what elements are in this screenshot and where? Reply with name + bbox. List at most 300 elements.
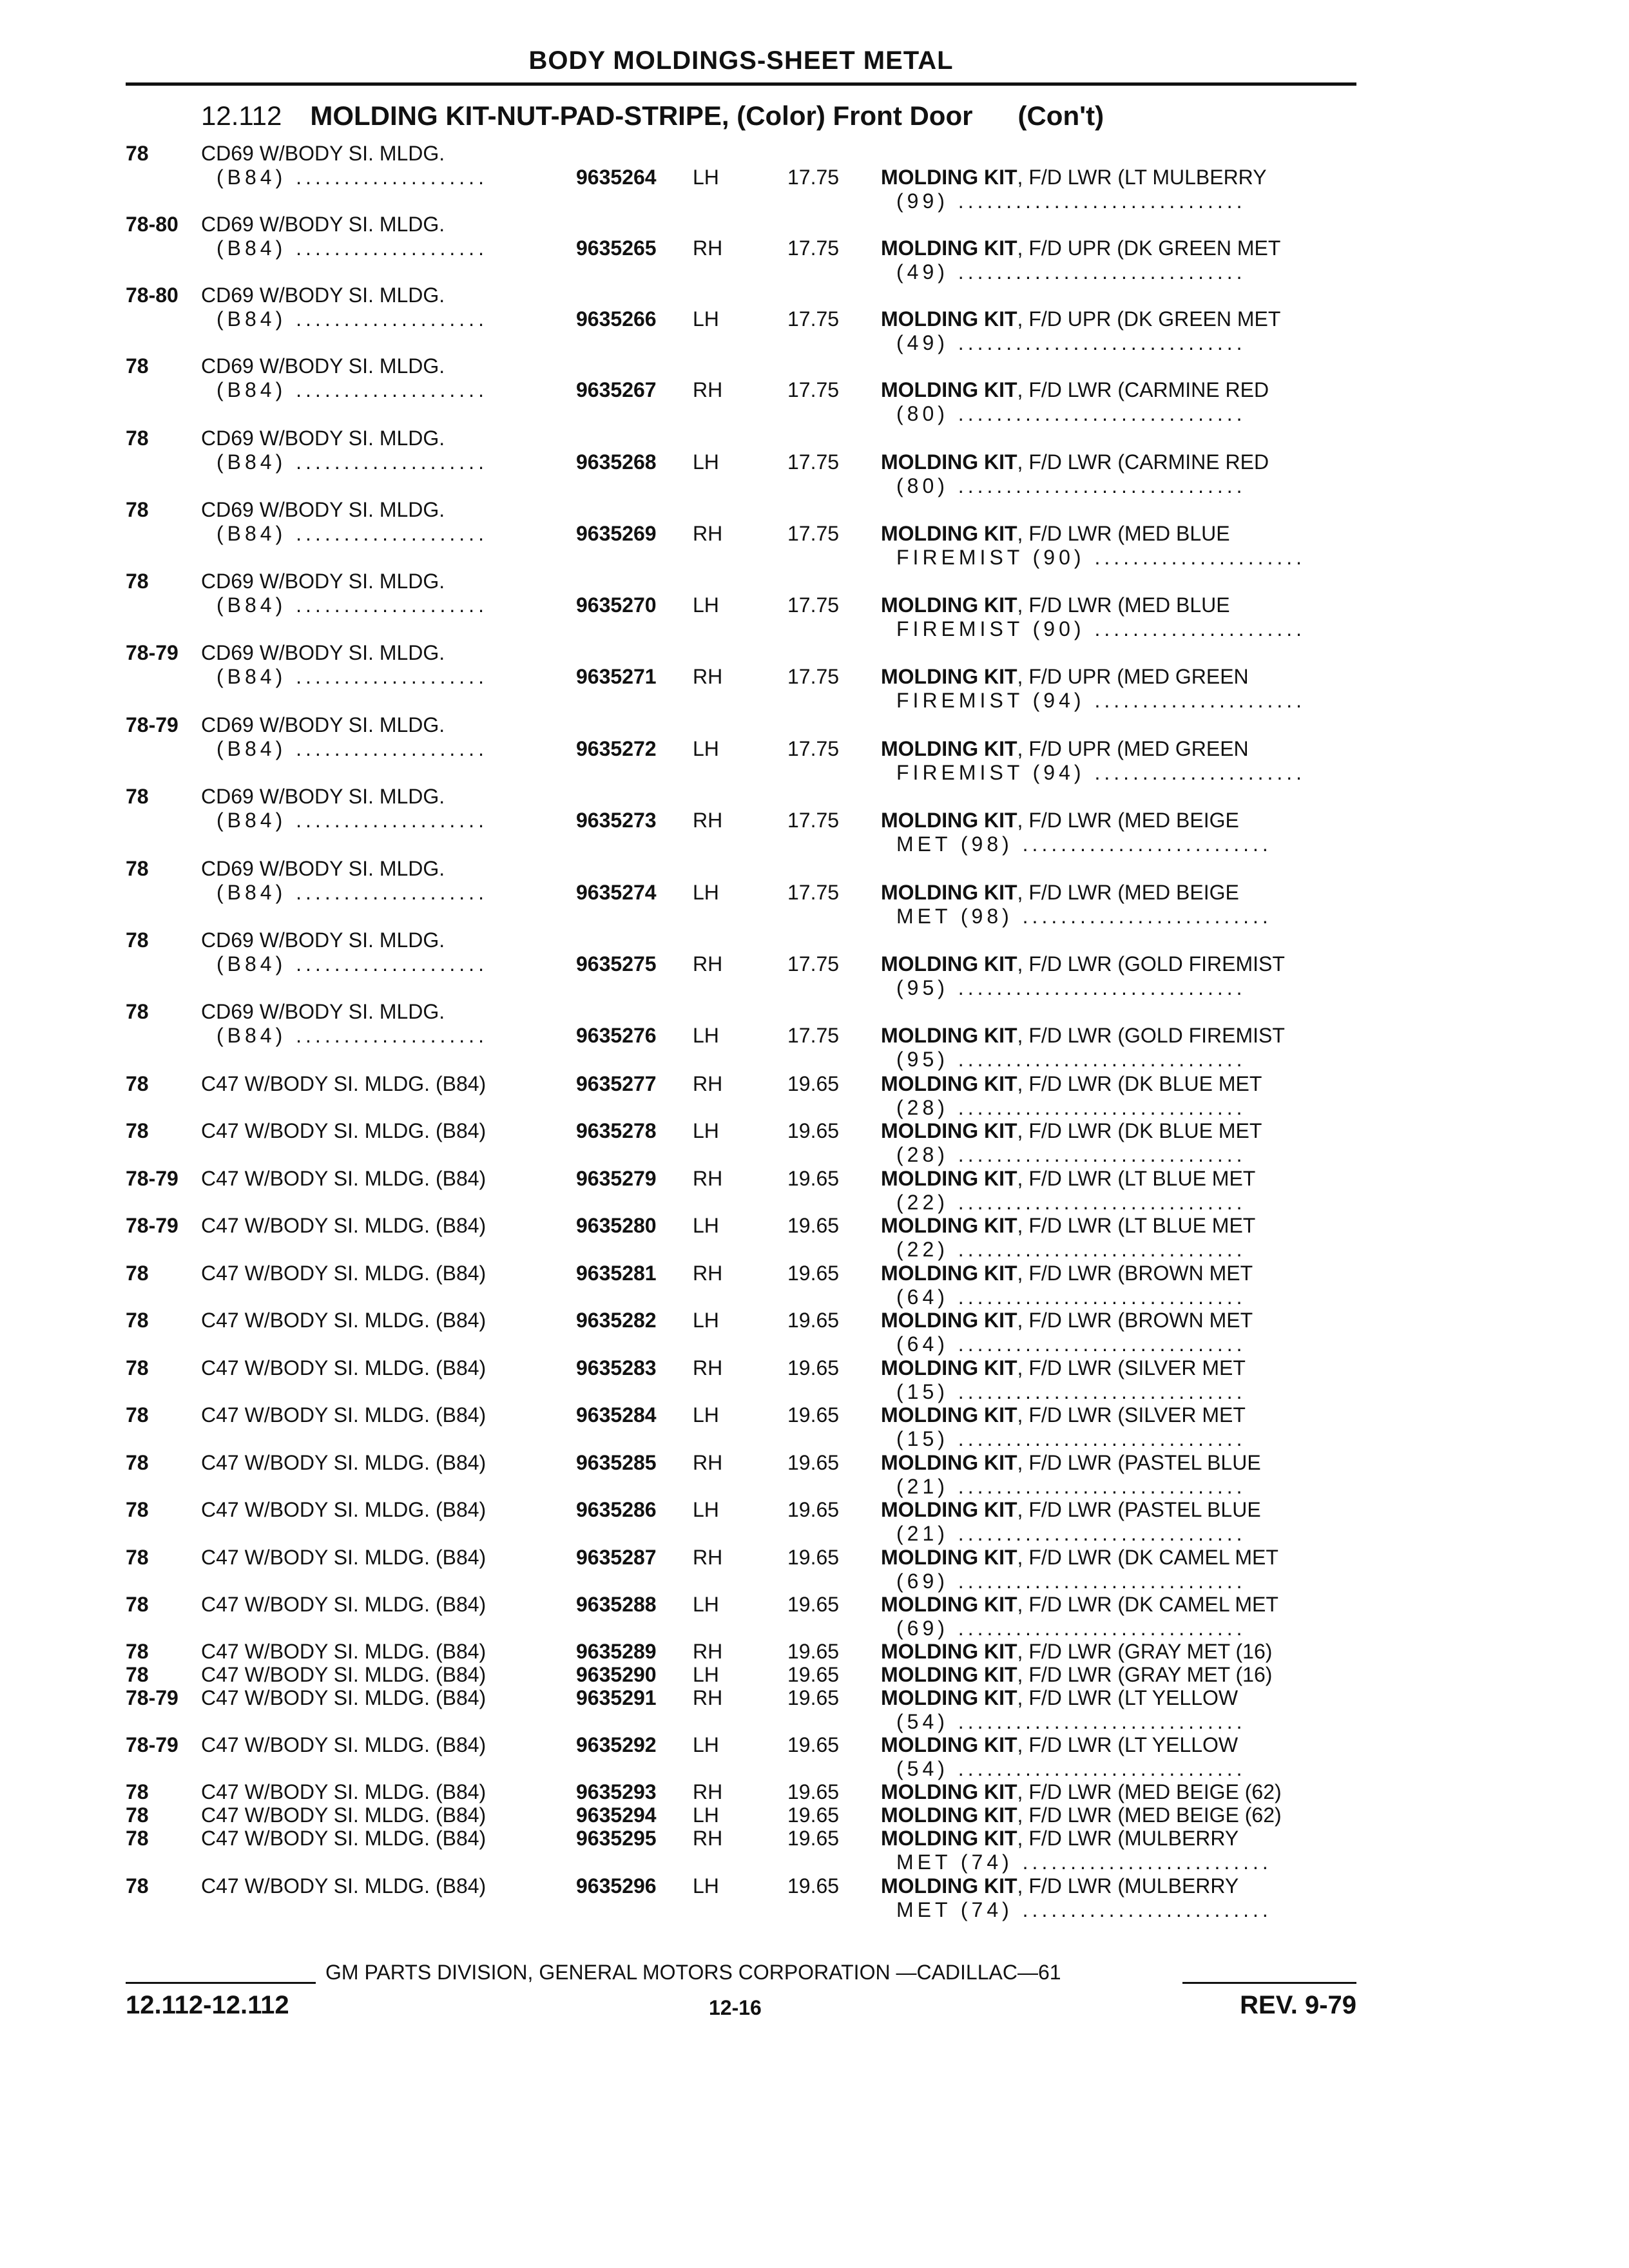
part-name <box>881 737 1356 785</box>
application-description <box>201 1874 486 1898</box>
part-number: 9635296 <box>576 1874 657 1898</box>
part-name <box>881 1803 1356 1827</box>
application-line-1: C47 W/BODY SI. MLDG. (B84) <box>201 1498 487 1521</box>
list-price: 17.75 <box>787 522 840 545</box>
side-designation: LH <box>693 1663 719 1686</box>
part-name <box>881 1309 1356 1356</box>
model-year: 78 <box>126 1356 149 1379</box>
application-line-1: CD69 W/BODY SI. MLDG. <box>201 641 445 664</box>
part-name-detail: , F/D UPR (DK GREEN MET <box>1017 236 1281 260</box>
model-year: 78 <box>126 1262 149 1285</box>
application-line-1: CD69 W/BODY SI. MLDG. <box>201 928 445 952</box>
part-number: 9635272 <box>576 737 657 760</box>
application-line-2: (B84) .................... <box>217 1024 488 1047</box>
application-line-2: (B84) .................... <box>217 737 488 760</box>
model-year: 78 <box>126 142 149 165</box>
application-line-2: (B84) .................... <box>217 236 488 260</box>
model-year: 78-79 <box>126 1733 178 1756</box>
part-name <box>881 1686 1356 1734</box>
application-description <box>201 857 488 905</box>
part-name-bold: MOLDING KIT <box>881 450 1017 474</box>
model-year: 78-79 <box>126 713 178 736</box>
part-name-detail: , F/D LWR (LT YELLOW <box>1017 1733 1239 1756</box>
part-name <box>881 809 1356 856</box>
part-number: 9635282 <box>576 1309 657 1332</box>
application-line-1: CD69 W/BODY SI. MLDG. <box>201 713 445 736</box>
part-name-detail: , F/D LWR (MED BEIGE (62) <box>1017 1803 1282 1827</box>
part-number: 9635289 <box>576 1640 657 1663</box>
model-year: 78 <box>126 1827 149 1850</box>
part-name <box>881 1780 1356 1804</box>
section-heading: MOLDING KIT-NUT-PAD-STRIPE, (Color) Front Door <box>310 101 973 131</box>
application-line-1: C47 W/BODY SI. MLDG. (B84) <box>201 1356 487 1379</box>
side-designation: LH <box>693 1593 719 1616</box>
part-name-bold: MOLDING KIT <box>881 1686 1017 1709</box>
side-designation: LH <box>693 1309 719 1332</box>
part-name <box>881 1024 1356 1072</box>
application-description <box>201 1663 486 1687</box>
application-description <box>201 1000 488 1048</box>
part-name-line-2: (28) .............................. <box>896 1096 1246 1119</box>
application-line-2: (B84) .................... <box>217 166 488 189</box>
part-name-line-1 <box>881 1640 1356 1664</box>
application-line-1: C47 W/BODY SI. MLDG. (B84) <box>201 1309 487 1332</box>
list-price: 19.65 <box>787 1072 840 1095</box>
list-price: 19.65 <box>787 1733 840 1756</box>
part-number: 9635276 <box>576 1024 657 1047</box>
part-name <box>881 1403 1356 1451</box>
application-description <box>201 1119 486 1143</box>
side-designation: RH <box>693 1262 723 1285</box>
application-line-1: C47 W/BODY SI. MLDG. (B84) <box>201 1874 487 1898</box>
application-line-1: CD69 W/BODY SI. MLDG. <box>201 1000 445 1023</box>
part-name-detail: , F/D LWR (MED BEIGE <box>1017 809 1239 832</box>
footer-section-range: 12.112-12.112 <box>126 1991 289 2019</box>
part-name-bold: MOLDING KIT <box>881 1546 1017 1569</box>
part-number: 9635280 <box>576 1214 657 1237</box>
model-year: 78-80 <box>126 284 178 307</box>
part-name <box>881 952 1356 1000</box>
model-year: 78 <box>126 1874 149 1898</box>
list-price: 19.65 <box>787 1309 840 1332</box>
side-designation: RH <box>693 522 723 545</box>
part-name-bold: MOLDING KIT <box>881 166 1017 189</box>
application-line-2: (B84) .................... <box>217 378 488 401</box>
list-price: 19.65 <box>787 1262 840 1285</box>
part-number: 9635274 <box>576 881 657 904</box>
side-designation: RH <box>693 1072 723 1095</box>
part-number: 9635270 <box>576 593 657 617</box>
part-name-line-1 <box>881 1403 1356 1427</box>
part-name-line-1 <box>881 881 1356 905</box>
part-name-line-1 <box>881 1874 1356 1898</box>
application-line-1: C47 W/BODY SI. MLDG. (B84) <box>201 1403 487 1427</box>
part-name-line-1 <box>881 1498 1356 1522</box>
part-name-bold: MOLDING KIT <box>881 1593 1017 1616</box>
application-line-2: (B84) .................... <box>217 952 488 975</box>
application-line-2: (B84) .................... <box>217 881 488 904</box>
list-price: 17.75 <box>787 307 840 331</box>
part-name-detail: , F/D LWR (DK CAMEL MET <box>1017 1593 1278 1616</box>
application-line-2: (B84) .................... <box>217 665 488 688</box>
part-name <box>881 1874 1356 1922</box>
part-name-line-1 <box>881 1546 1356 1570</box>
part-name-detail: , F/D LWR (GRAY MET (16) <box>1017 1663 1273 1686</box>
part-name-line-2: FIREMIST (90) ...................... <box>896 617 1306 640</box>
application-description <box>201 1733 486 1757</box>
part-name-bold: MOLDING KIT <box>881 1262 1017 1285</box>
part-name-detail: , F/D LWR (CARMINE RED <box>1017 378 1269 401</box>
part-name-detail: , F/D LWR (MULBERRY <box>1017 1874 1239 1898</box>
side-designation: RH <box>693 952 723 975</box>
application-description <box>201 1356 486 1380</box>
part-name <box>881 665 1356 713</box>
application-line-2: (B84) .................... <box>217 809 488 832</box>
model-year: 78-80 <box>126 213 178 236</box>
part-name-detail: , F/D LWR (BROWN MET <box>1017 1262 1253 1285</box>
part-name-bold: MOLDING KIT <box>881 1072 1017 1095</box>
part-name-line-2: MET (74) .......................... <box>896 1898 1272 1921</box>
part-name <box>881 1546 1356 1593</box>
part-name-bold: MOLDING KIT <box>881 1403 1017 1427</box>
part-name-line-2: (54) .............................. <box>896 1710 1246 1733</box>
part-number: 9635269 <box>576 522 657 545</box>
part-name-bold: MOLDING KIT <box>881 665 1017 688</box>
part-name-bold: MOLDING KIT <box>881 1827 1017 1850</box>
model-year: 78 <box>126 857 149 880</box>
model-year: 78-79 <box>126 1686 178 1709</box>
list-price: 19.65 <box>787 1214 840 1237</box>
part-name <box>881 166 1356 213</box>
part-name-line-1 <box>881 1451 1356 1475</box>
part-name-line-1 <box>881 737 1356 761</box>
part-number: 9635279 <box>576 1167 657 1190</box>
model-year: 78 <box>126 1780 149 1803</box>
application-description <box>201 1640 486 1664</box>
application-line-1: C47 W/BODY SI. MLDG. (B84) <box>201 1733 487 1756</box>
part-number: 9635281 <box>576 1262 657 1285</box>
application-description <box>201 570 488 617</box>
part-name-line-2: FIREMIST (94) ...................... <box>896 761 1306 784</box>
model-year: 78 <box>126 1119 149 1142</box>
part-number: 9635285 <box>576 1451 657 1474</box>
part-name-detail: , F/D UPR (MED GREEN <box>1017 665 1249 688</box>
list-price: 19.65 <box>787 1167 840 1190</box>
application-line-1: C47 W/BODY SI. MLDG. (B84) <box>201 1262 487 1285</box>
application-description <box>201 1451 486 1475</box>
model-year: 78 <box>126 498 149 521</box>
part-name <box>881 450 1356 498</box>
part-name-bold: MOLDING KIT <box>881 1498 1017 1521</box>
side-designation: RH <box>693 1780 723 1803</box>
part-name <box>881 1119 1356 1167</box>
part-name-bold: MOLDING KIT <box>881 522 1017 545</box>
application-line-1: C47 W/BODY SI. MLDG. (B84) <box>201 1827 487 1850</box>
part-name-bold: MOLDING KIT <box>881 1167 1017 1190</box>
application-line-1: C47 W/BODY SI. MLDG. (B84) <box>201 1780 487 1803</box>
part-name-bold: MOLDING KIT <box>881 1780 1017 1803</box>
part-number: 9635290 <box>576 1663 657 1686</box>
part-name <box>881 593 1356 641</box>
part-name-line-1 <box>881 1780 1356 1804</box>
part-name-bold: MOLDING KIT <box>881 307 1017 331</box>
application-line-1: CD69 W/BODY SI. MLDG. <box>201 570 445 593</box>
part-number: 9635284 <box>576 1403 657 1427</box>
model-year: 78-79 <box>126 1167 178 1190</box>
side-designation: LH <box>693 593 719 617</box>
list-price: 17.75 <box>787 881 840 904</box>
part-number: 9635275 <box>576 952 657 975</box>
part-name-detail: , F/D LWR (BROWN MET <box>1017 1309 1253 1332</box>
application-line-1: CD69 W/BODY SI. MLDG. <box>201 213 445 236</box>
side-designation: RH <box>693 809 723 832</box>
part-name-detail: , F/D LWR (LT YELLOW <box>1017 1686 1239 1709</box>
part-name-line-2: (15) .............................. <box>896 1427 1246 1450</box>
part-name-line-2: (95) .............................. <box>896 976 1246 999</box>
part-number: 9635286 <box>576 1498 657 1521</box>
section-number: 12.112 <box>201 101 282 131</box>
application-description <box>201 1803 486 1827</box>
application-description <box>201 713 488 761</box>
part-name-line-1 <box>881 378 1356 402</box>
part-name-line-1 <box>881 1309 1356 1332</box>
part-number: 9635294 <box>576 1803 657 1827</box>
model-year: 78 <box>126 785 149 808</box>
part-name-line-2: (80) .............................. <box>896 474 1246 497</box>
part-name-bold: MOLDING KIT <box>881 1451 1017 1474</box>
model-year: 78 <box>126 928 149 952</box>
application-line-1: CD69 W/BODY SI. MLDG. <box>201 857 445 880</box>
part-name-line-2: (69) .............................. <box>896 1570 1246 1593</box>
part-name-detail: , F/D UPR (DK GREEN MET <box>1017 307 1281 331</box>
part-name-detail: , F/D LWR (MULBERRY <box>1017 1827 1239 1850</box>
side-designation: LH <box>693 450 719 474</box>
list-price: 17.75 <box>787 952 840 975</box>
application-description <box>201 1827 486 1850</box>
part-name-detail: , F/D LWR (GOLD FIREMIST <box>1017 952 1285 975</box>
part-name <box>881 378 1356 426</box>
part-name-detail: , F/D LWR (MED BLUE <box>1017 522 1230 545</box>
part-name-bold: MOLDING KIT <box>881 1733 1017 1756</box>
list-price: 17.75 <box>787 236 840 260</box>
application-description <box>201 1593 486 1617</box>
application-description <box>201 142 488 189</box>
application-line-1: CD69 W/BODY SI. MLDG. <box>201 498 445 521</box>
part-name-line-1 <box>881 665 1356 689</box>
application-description <box>201 427 488 474</box>
list-price: 17.75 <box>787 1024 840 1047</box>
side-designation: LH <box>693 1403 719 1427</box>
model-year: 78 <box>126 1309 149 1332</box>
part-number: 9635278 <box>576 1119 657 1142</box>
part-number: 9635266 <box>576 307 657 331</box>
side-designation: LH <box>693 1803 719 1827</box>
application-description <box>201 284 488 331</box>
part-name-detail: , F/D LWR (MED BEIGE <box>1017 881 1239 904</box>
part-name-detail: , F/D LWR (MED BLUE <box>1017 593 1230 617</box>
part-name-line-2: (95) .............................. <box>896 1048 1246 1071</box>
application-description <box>201 1167 486 1191</box>
part-number: 9635295 <box>576 1827 657 1850</box>
model-year: 78 <box>126 1072 149 1095</box>
part-name-line-1 <box>881 522 1356 546</box>
part-name-detail: , F/D LWR (MED BEIGE (62) <box>1017 1780 1282 1803</box>
application-description <box>201 1686 486 1710</box>
part-name-bold: MOLDING KIT <box>881 881 1017 904</box>
model-year: 78 <box>126 1593 149 1616</box>
part-name <box>881 1827 1356 1874</box>
list-price: 19.65 <box>787 1593 840 1616</box>
part-name-bold: MOLDING KIT <box>881 378 1017 401</box>
part-name <box>881 236 1356 284</box>
part-name <box>881 1167 1356 1215</box>
application-line-1: CD69 W/BODY SI. MLDG. <box>201 785 445 808</box>
side-designation: LH <box>693 737 719 760</box>
part-name-line-2: (54) .............................. <box>896 1757 1246 1780</box>
footer-page-number: 12-16 <box>709 1996 762 2019</box>
side-designation: LH <box>693 1214 719 1237</box>
application-line-1: C47 W/BODY SI. MLDG. (B84) <box>201 1593 487 1616</box>
part-name <box>881 881 1356 928</box>
list-price: 17.75 <box>787 665 840 688</box>
side-designation: LH <box>693 1733 719 1756</box>
application-line-1: C47 W/BODY SI. MLDG. (B84) <box>201 1072 487 1095</box>
application-line-1: C47 W/BODY SI. MLDG. (B84) <box>201 1686 487 1709</box>
part-number: 9635277 <box>576 1072 657 1095</box>
part-name-line-2: FIREMIST (90) ...................... <box>896 546 1306 569</box>
footer-revision: REV. 9-79 <box>1240 1991 1356 2019</box>
part-name-bold: MOLDING KIT <box>881 737 1017 760</box>
part-name-bold: MOLDING KIT <box>881 1214 1017 1237</box>
application-description <box>201 1214 486 1238</box>
model-year: 78-79 <box>126 1214 178 1237</box>
part-name-detail: , F/D LWR (CARMINE RED <box>1017 450 1269 474</box>
part-number: 9635267 <box>576 378 657 401</box>
side-designation: LH <box>693 1119 719 1142</box>
part-name <box>881 1451 1356 1499</box>
application-description <box>201 1072 486 1096</box>
side-designation: LH <box>693 1874 719 1898</box>
part-name-line-2: (69) .............................. <box>896 1617 1246 1640</box>
list-price: 19.65 <box>787 1119 840 1142</box>
side-designation: RH <box>693 1686 723 1709</box>
application-line-2: (B84) .................... <box>217 307 488 331</box>
footer-publisher: GM PARTS DIVISION, GENERAL MOTORS CORPORATION —CADILLAC—61 <box>325 1961 1061 1984</box>
part-number: 9635287 <box>576 1546 657 1569</box>
part-name-line-2: (64) .............................. <box>896 1285 1246 1309</box>
model-year: 78 <box>126 1803 149 1827</box>
part-name-line-1 <box>881 1356 1356 1380</box>
part-name-line-1 <box>881 952 1356 976</box>
list-price: 19.65 <box>787 1874 840 1898</box>
application-line-1: C47 W/BODY SI. MLDG. (B84) <box>201 1663 487 1686</box>
part-name-line-2: FIREMIST (94) ...................... <box>896 689 1306 712</box>
part-name <box>881 522 1356 570</box>
side-designation: LH <box>693 1498 719 1521</box>
application-description <box>201 1546 486 1570</box>
application-line-1: CD69 W/BODY SI. MLDG. <box>201 142 445 165</box>
part-name-bold: MOLDING KIT <box>881 1024 1017 1047</box>
part-name-detail: , F/D LWR (DK BLUE MET <box>1017 1119 1262 1142</box>
side-designation: RH <box>693 1827 723 1850</box>
application-line-1: C47 W/BODY SI. MLDG. (B84) <box>201 1546 487 1569</box>
part-name-line-1 <box>881 1686 1356 1710</box>
application-description <box>201 1262 486 1285</box>
application-description <box>201 785 488 832</box>
part-name-line-2: MET (98) .......................... <box>896 905 1272 928</box>
part-name <box>881 1640 1356 1664</box>
model-year: 78-79 <box>126 641 178 664</box>
part-name <box>881 1733 1356 1781</box>
part-name-bold: MOLDING KIT <box>881 1119 1017 1142</box>
model-year: 78 <box>126 1640 149 1663</box>
part-name-bold: MOLDING KIT <box>881 1640 1017 1663</box>
list-price: 19.65 <box>787 1640 840 1663</box>
application-line-1: C47 W/BODY SI. MLDG. (B84) <box>201 1451 487 1474</box>
part-name-line-1 <box>881 166 1356 189</box>
part-number: 9635264 <box>576 166 657 189</box>
application-description <box>201 928 488 976</box>
part-name-detail: , F/D LWR (DK BLUE MET <box>1017 1072 1262 1095</box>
part-name-bold: MOLDING KIT <box>881 1874 1017 1898</box>
part-number: 9635265 <box>576 236 657 260</box>
part-name <box>881 1593 1356 1640</box>
part-name-bold: MOLDING KIT <box>881 1309 1017 1332</box>
list-price: 19.65 <box>787 1546 840 1569</box>
list-price: 19.65 <box>787 1403 840 1427</box>
part-name-detail: , F/D LWR (GRAY MET (16) <box>1017 1640 1273 1663</box>
side-designation: LH <box>693 1024 719 1047</box>
list-price: 19.65 <box>787 1663 840 1686</box>
part-name-bold: MOLDING KIT <box>881 952 1017 975</box>
part-name-line-2: (22) .............................. <box>896 1238 1246 1261</box>
part-name-line-1 <box>881 1733 1356 1757</box>
part-number: 9635273 <box>576 809 657 832</box>
part-name <box>881 1214 1356 1262</box>
part-name-line-1 <box>881 1827 1356 1850</box>
application-line-1: C47 W/BODY SI. MLDG. (B84) <box>201 1214 487 1237</box>
list-price: 19.65 <box>787 1498 840 1521</box>
model-year: 78 <box>126 1663 149 1686</box>
list-price: 17.75 <box>787 166 840 189</box>
side-designation: LH <box>693 166 719 189</box>
part-name-line-1 <box>881 1214 1356 1238</box>
side-designation: LH <box>693 881 719 904</box>
list-price: 17.75 <box>787 450 840 474</box>
list-price: 19.65 <box>787 1451 840 1474</box>
application-line-1: C47 W/BODY SI. MLDG. (B84) <box>201 1640 487 1663</box>
part-name-detail: , F/D LWR (LT BLUE MET <box>1017 1167 1256 1190</box>
application-line-2: (B84) .................... <box>217 522 488 545</box>
part-name <box>881 1072 1356 1120</box>
application-line-1: C47 W/BODY SI. MLDG. (B84) <box>201 1167 487 1190</box>
part-name <box>881 1262 1356 1309</box>
side-designation: RH <box>693 236 723 260</box>
application-line-1: CD69 W/BODY SI. MLDG. <box>201 427 445 450</box>
list-price: 19.65 <box>787 1356 840 1379</box>
part-name-line-1 <box>881 450 1356 474</box>
part-name-bold: MOLDING KIT <box>881 809 1017 832</box>
list-price: 17.75 <box>787 593 840 617</box>
model-year: 78 <box>126 570 149 593</box>
part-name-line-1 <box>881 809 1356 832</box>
list-price: 17.75 <box>787 378 840 401</box>
list-price: 19.65 <box>787 1780 840 1803</box>
part-name-detail: , F/D LWR (SILVER MET <box>1017 1356 1246 1379</box>
side-designation: RH <box>693 1640 723 1663</box>
part-number: 9635291 <box>576 1686 657 1709</box>
part-name-detail: , F/D LWR (PASTEL BLUE <box>1017 1498 1261 1521</box>
